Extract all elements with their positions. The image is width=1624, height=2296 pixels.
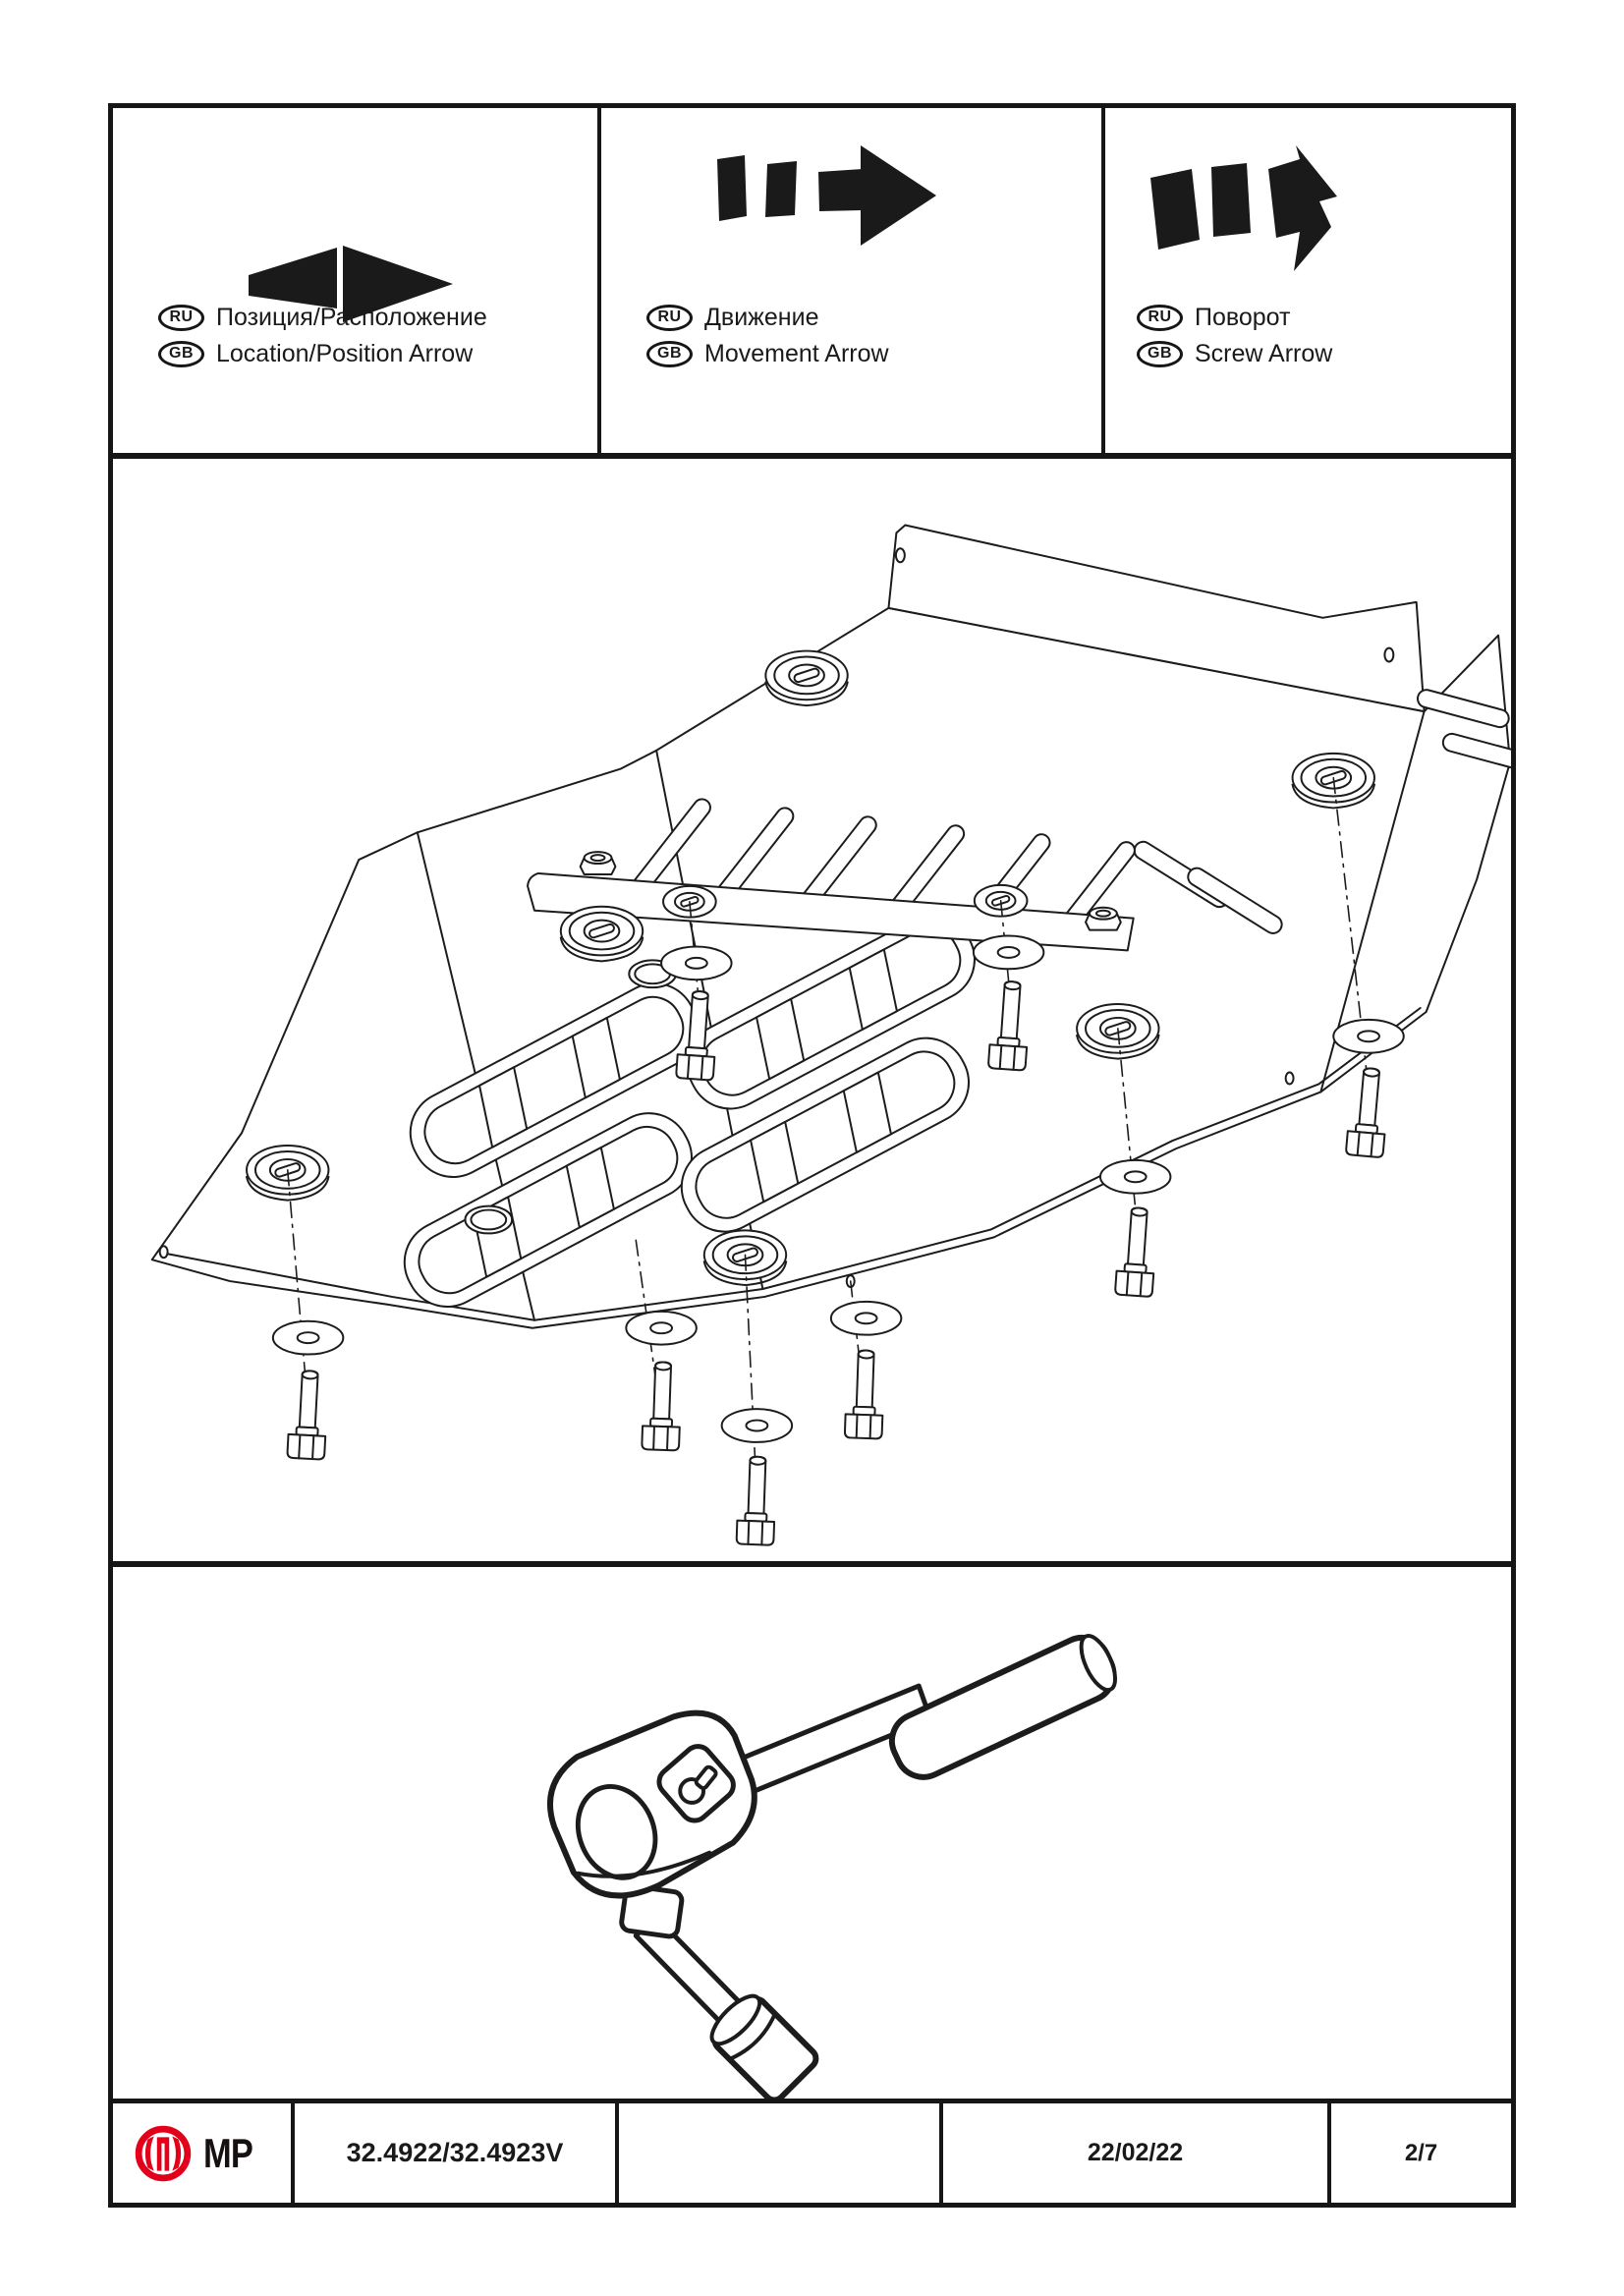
- ratchet-head: [535, 1702, 772, 1909]
- page-frame: [108, 103, 1516, 2208]
- ratchet-wrench-illustration: [113, 1567, 1511, 2099]
- bolt: [1346, 1067, 1390, 1157]
- washer: [1333, 1020, 1403, 1053]
- legend-text-ru: Движение: [704, 304, 819, 331]
- legend-text-en: Movement Arrow: [704, 340, 889, 367]
- washer: [722, 1409, 792, 1442]
- gb-badge: GB: [646, 341, 693, 367]
- legend-panel-movement: [601, 108, 1105, 453]
- brand-logo-icon: [135, 2125, 192, 2182]
- ru-badge: RU: [646, 305, 693, 331]
- legend-panel-position: [113, 108, 601, 453]
- mount-boss: [561, 907, 643, 962]
- legend-row: [113, 108, 1511, 459]
- washer: [974, 936, 1043, 970]
- legend-text-ru: Поворот: [1195, 304, 1291, 331]
- legend-text-en: Screw Arrow: [1195, 340, 1333, 367]
- plate-dimple: [465, 1206, 512, 1234]
- empty-cell: [619, 2103, 943, 2203]
- skid-plate-exploded-diagram: [113, 459, 1511, 1561]
- diagram-section: [113, 459, 1511, 1567]
- movement-arrow-icon: [717, 143, 938, 248]
- part-number: 32.4922/32.4923V: [295, 2103, 619, 2203]
- washer: [661, 946, 731, 980]
- ru-badge: RU: [1137, 305, 1183, 331]
- washer: [831, 1302, 901, 1335]
- brand-text: MP: [203, 2129, 253, 2176]
- screw-arrow-icon: [1150, 145, 1339, 273]
- legend-text-ru: Позиция/Расположение: [216, 304, 487, 331]
- legend-text-en: Location/Position Arrow: [216, 340, 474, 367]
- brand-cell: [113, 2103, 295, 2203]
- washer: [273, 1321, 343, 1355]
- bolt: [737, 1456, 777, 1545]
- bolt: [287, 1370, 328, 1459]
- tool-section: [113, 1567, 1511, 2099]
- washer: [1100, 1160, 1170, 1194]
- hex-nut: [581, 852, 616, 874]
- bolt: [642, 1362, 682, 1451]
- ru-badge: RU: [158, 305, 204, 331]
- title-block: [113, 2099, 1511, 2203]
- revision-date: 22/02/22: [943, 2103, 1331, 2203]
- hex-nut: [1086, 908, 1121, 930]
- gb-badge: GB: [1137, 341, 1183, 367]
- legend-panel-screw: [1105, 108, 1511, 453]
- washer: [626, 1312, 696, 1345]
- page-indicator: 2/7: [1404, 2139, 1438, 2166]
- bolt: [845, 1350, 885, 1439]
- mount-boss: [765, 651, 847, 706]
- bolt: [1115, 1206, 1158, 1297]
- gb-badge: GB: [158, 341, 204, 367]
